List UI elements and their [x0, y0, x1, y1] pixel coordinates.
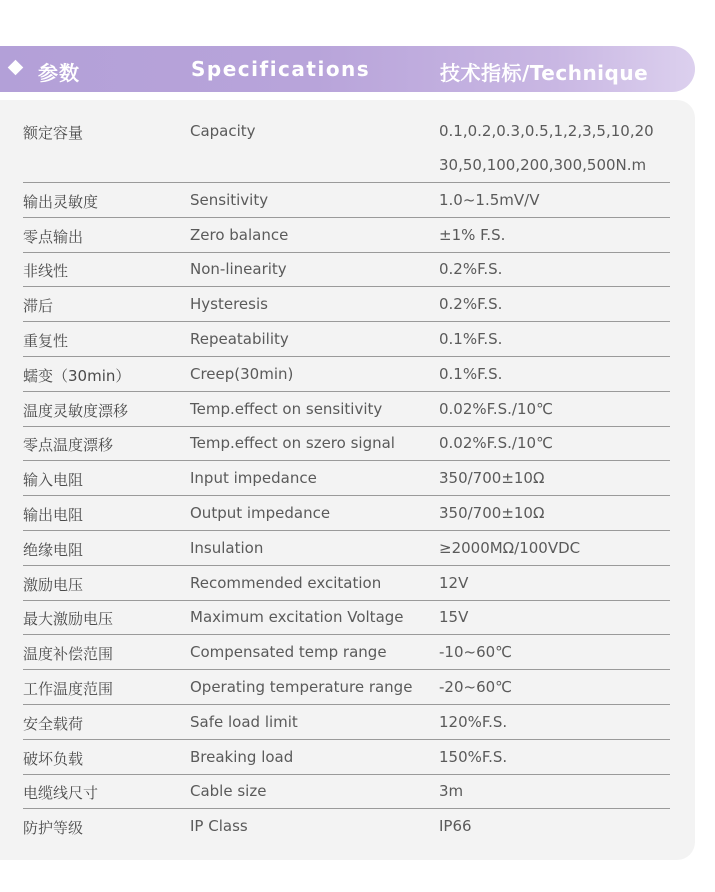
row-divider	[23, 460, 670, 461]
param-name-en: Insulation	[190, 538, 264, 557]
param-name-en: Recommended excitation	[190, 573, 382, 592]
param-name-cn: 防护等级	[23, 819, 84, 838]
param-value: 120%F.S.	[439, 712, 508, 731]
row-divider	[23, 495, 670, 496]
row-divider	[23, 808, 670, 809]
param-value: 0.2%F.S.	[439, 295, 503, 314]
param-name-cn: 激励电压	[23, 575, 84, 594]
header-specifications: Specifications	[191, 57, 371, 81]
param-name-en: Output impedance	[190, 504, 331, 522]
param-name-en: Maximum excitation Voltage	[190, 608, 404, 627]
param-name-cn: 温度灵敏度漂移	[23, 401, 129, 420]
param-name-en: Breaking load	[190, 747, 294, 766]
row-divider	[23, 530, 670, 531]
param-value: 0.1,0.2,0.3,0.5,1,2,3,5,10,20	[439, 122, 654, 140]
param-value-line2: 30,50,100,200,300,500N.m	[439, 156, 647, 174]
param-name-cn: 破坏负载	[23, 749, 84, 768]
row-divider	[23, 356, 670, 357]
row-divider	[23, 217, 670, 218]
param-value: 150%F.S.	[439, 747, 508, 766]
param-value: 12V	[439, 573, 469, 592]
param-value: 0.2%F.S.	[439, 260, 503, 279]
param-name-cn: 零点温度漂移	[23, 436, 114, 455]
param-name-en: Zero balance	[190, 225, 289, 244]
param-name-cn: 安全载荷	[23, 714, 84, 733]
param-name-cn: 额定容量	[23, 124, 84, 142]
param-name-en: Repeatability	[190, 330, 289, 348]
param-name-cn: 工作温度范围	[23, 680, 114, 698]
row-divider	[23, 669, 670, 670]
param-value: 0.02%F.S./10℃	[439, 399, 553, 418]
param-value: -20~60℃	[439, 678, 513, 696]
spec-table	[0, 100, 695, 860]
row-divider	[23, 774, 670, 775]
row-divider	[23, 634, 670, 635]
param-name-en: Compensated temp range	[190, 643, 387, 662]
param-value: 0.1%F.S.	[439, 330, 503, 348]
param-name-cn: 非线性	[23, 262, 69, 281]
param-value: -10~60℃	[439, 643, 513, 662]
row-divider	[23, 600, 670, 601]
param-name-en: IP Class	[190, 817, 248, 836]
param-name-en: Capacity	[190, 122, 256, 140]
param-name-en: Operating temperature range	[190, 678, 413, 696]
param-value: 1.0~1.5mV/V	[439, 190, 540, 209]
row-divider	[23, 565, 670, 566]
row-divider	[23, 321, 670, 322]
param-value: ±1% F.S.	[439, 225, 506, 244]
param-value: 15V	[439, 608, 469, 627]
param-value: 350/700±10Ω	[439, 504, 545, 522]
row-divider	[23, 739, 670, 740]
param-name-en: Safe load limit	[190, 712, 298, 731]
param-name-en: Temp.effect on szero signal	[190, 434, 395, 453]
row-divider	[23, 426, 670, 427]
row-divider	[23, 391, 670, 392]
header-technique: 技术指标/Technique	[440, 61, 649, 85]
param-name-en: Temp.effect on sensitivity	[190, 399, 383, 418]
param-name-cn: 零点输出	[23, 227, 84, 246]
param-name-en: Hysteresis	[190, 295, 268, 314]
param-name-en: Input impedance	[190, 469, 317, 488]
row-divider	[23, 286, 670, 287]
diamond-bullet-icon	[8, 60, 24, 76]
param-name-cn: 绝缘电阻	[23, 540, 84, 559]
param-name-cn: 蠕变（30min）	[23, 366, 131, 385]
row-divider	[23, 252, 670, 253]
row-divider	[23, 182, 670, 183]
row-divider	[23, 704, 670, 705]
param-value: 3m	[439, 782, 464, 801]
param-name-cn: 输出电阻	[23, 506, 84, 524]
param-name-en: Sensitivity	[190, 190, 269, 209]
param-name-en: Creep(30min)	[190, 364, 294, 383]
param-name-cn: 最大激励电压	[23, 610, 114, 629]
param-name-cn: 输出灵敏度	[23, 192, 99, 211]
header-params: 参数	[38, 61, 80, 85]
param-value: 350/700±10Ω	[439, 469, 545, 488]
param-name-cn: 重复性	[23, 332, 69, 350]
param-value: IP66	[439, 817, 472, 836]
param-name-cn: 温度补偿范围	[23, 645, 114, 664]
param-value: ≥2000MΩ/100VDC	[439, 538, 581, 557]
param-name-cn: 输入电阻	[23, 471, 84, 490]
param-value: 0.02%F.S./10℃	[439, 434, 553, 453]
param-name-en: Non-linearity	[190, 260, 287, 279]
param-value: 0.1%F.S.	[439, 364, 503, 383]
table-header	[0, 46, 695, 92]
param-name-cn: 滞后	[23, 297, 54, 316]
param-name-en: Cable size	[190, 782, 267, 801]
param-name-cn: 电缆线尺寸	[23, 784, 99, 803]
